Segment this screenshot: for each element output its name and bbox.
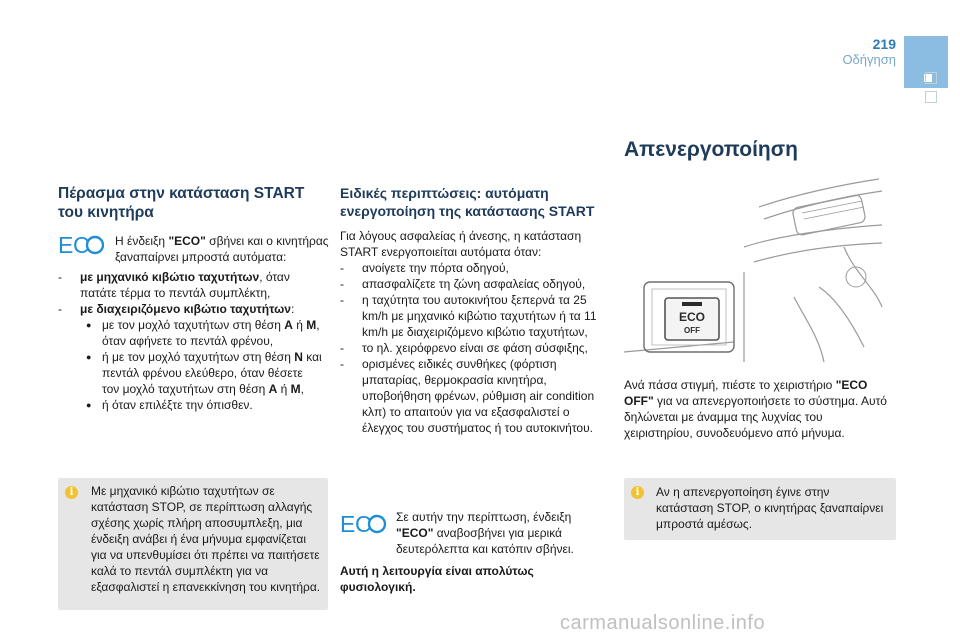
eco-off-bold-label: "ECO OFF" bbox=[624, 378, 868, 408]
info-icon: i bbox=[65, 486, 78, 499]
text-fragment: , όταν αφήνετε το πεντάλ φρένου, bbox=[102, 318, 320, 348]
gear-label: A bbox=[268, 382, 278, 396]
main-heading: Απενεργοποίηση bbox=[624, 138, 798, 161]
text-fragment: ή bbox=[277, 382, 291, 396]
list-item bbox=[58, 301, 322, 413]
col1-list bbox=[58, 269, 322, 413]
eco-bold-label: "ECO" bbox=[168, 234, 206, 248]
note-text: Με μηχανικό κιβώτιο ταχυτήτων σε κατάσταση STOP, σε περίπτωση αλλαγής σχέσης χωρίς πλήρη αποσυμπλεξη, μια ένδειξη ανάβει ή ένα μήνυμα εμφανίζεται για να υπενθυμίσει ότι πρέπει να παιτήσετε καλά το πεντάλ συμπλέκτη για να εξασφαλιστεί η επανεκκίνηση του κινητήρα. bbox=[91, 484, 321, 594]
note-text: Αν η απενεργοποίηση έγινε στην κατάσταση STOP, ο κινητήρας ξαναπαίρνει μπροστά αμέσως. bbox=[656, 485, 884, 531]
gear-label: N bbox=[294, 350, 303, 364]
col2-eco-text bbox=[396, 509, 606, 557]
list-item: - ορισμένες ειδικές συνθήκες (φόρτιση μπαταρίας, θερμοκρασία κινητήρα, υποβοήθηση φρένων, ρύθμιση air condition κλπ) το απαιτούν για να εξασφαλιστεί ο έλεγχος του συστήματος ή του αυτοκινήτου. bbox=[340, 356, 608, 436]
col1-info-note bbox=[58, 478, 328, 610]
sub-list-item bbox=[80, 317, 322, 349]
svg-text:E: E bbox=[58, 234, 74, 256]
sub-list-item: ● ή όταν επιλέξτε την όπισθεν. bbox=[80, 397, 322, 413]
eco-bold-label: "ECO" bbox=[396, 526, 434, 540]
bold-term: με μηχανικό κιβώτιο ταχυτήτων bbox=[80, 270, 260, 284]
watermark: carmanualsonline.info bbox=[560, 612, 766, 634]
gear-label: M bbox=[306, 318, 317, 332]
col2-intro: Για λόγους ασφαλείας ή άνεσης, η κατάσταση START ενεργοποιείται αυτόματα όταν: bbox=[340, 229, 582, 259]
eco-indicator-icon bbox=[58, 234, 104, 261]
col1-eco-text bbox=[115, 233, 330, 265]
text-fragment: αναβοσβήνει για μερικά δευτερόλεπτα και κατόπιν σβήνει. bbox=[396, 526, 574, 556]
svg-text:C: C bbox=[73, 234, 90, 256]
svg-text:C: C bbox=[355, 513, 372, 535]
text-fragment: , bbox=[300, 382, 304, 396]
text-fragment: Η ένδειξη bbox=[115, 234, 169, 248]
col2-closing: Αυτή η λειτουργία είναι απολύτως φυσιολογική. bbox=[340, 564, 534, 594]
dashboard-illustration bbox=[624, 177, 886, 367]
list-item bbox=[58, 269, 322, 301]
text-fragment: Σε αυτήν την περίπτωση, ένδειξη bbox=[396, 510, 572, 524]
bold-term: με διαχειριζόμενο κιβώτιο ταχυτήτων bbox=[80, 302, 291, 316]
col1-heading: Πέρασμα στην κατάσταση START του κινητήρα bbox=[58, 185, 305, 221]
list-item: - απασφαλίζετε τη ζώνη ασφαλείας οδηγού, bbox=[340, 276, 608, 292]
list-item: - ανοίγετε την πόρτα οδηγού, bbox=[340, 260, 608, 276]
text-fragment: ξαναπαίρνει μπροστά αυτόματα: bbox=[115, 250, 287, 264]
text-fragment: σβήνει και ο κινητήρας bbox=[205, 234, 329, 248]
text-fragment: ή bbox=[292, 318, 307, 332]
text-fragment: , όταν πατάτε τέρμα το πεντάλ συμπλέκτη, bbox=[80, 270, 290, 300]
col2-heading: Ειδικές περιπτώσεις: αυτόματη ενεργοποίηση της κατάστασης START bbox=[340, 185, 595, 219]
text-fragment: : bbox=[290, 302, 295, 316]
list-item: - η ταχύτητα του αυτοκινήτου ξεπερνά τα 25 km/h με μηχανικό κιβώτιο ταχυτήτων ή τα 11 km/h με διαχειριζόμενο κιβώτιο ταχυτήτων, bbox=[340, 292, 608, 340]
page-number: 219 bbox=[872, 36, 896, 52]
chapter-tab[interactable] bbox=[925, 91, 937, 103]
text-fragment: Ανά πάσα στιγμή, πιέστε το χειριστήριο bbox=[624, 378, 836, 392]
text-fragment: και πεντάλ φρένου ελεύθερο, όταν θέσετε τον μοχλό ταχυτήτων στη θέση bbox=[102, 350, 322, 396]
col3-text bbox=[624, 377, 892, 441]
list-item: - το ηλ. χειρόφρενο είναι σε φάση σύσφιξης, bbox=[340, 340, 608, 356]
gear-label: M bbox=[290, 382, 301, 396]
eco-indicator-icon bbox=[340, 513, 386, 540]
text-fragment: με τον μοχλό ταχυτήτων στη θέση bbox=[102, 318, 285, 332]
chapter-title: Οδήγηση bbox=[842, 52, 896, 67]
svg-text:E: E bbox=[340, 513, 356, 535]
text-fragment: ή με τον μοχλό ταχυτήτων στη θέση bbox=[102, 350, 295, 364]
col3-info-note bbox=[624, 478, 896, 540]
info-icon: i bbox=[631, 486, 644, 499]
col2-list bbox=[340, 260, 608, 436]
text-fragment: για να απενεργοποιήσετε το σύστημα. Αυτό δηλώνεται με άναμμα της λυχνίας του χειριστηρίου, συνοδευόμενο από μήνυμα. bbox=[624, 394, 887, 440]
eco-off-button-bottom-label: OFF bbox=[684, 326, 700, 335]
gear-label: A bbox=[284, 318, 293, 332]
chapter-tab[interactable] bbox=[925, 72, 937, 84]
sub-list-item bbox=[80, 349, 322, 397]
eco-off-button-top-label: ECO bbox=[678, 310, 706, 324]
